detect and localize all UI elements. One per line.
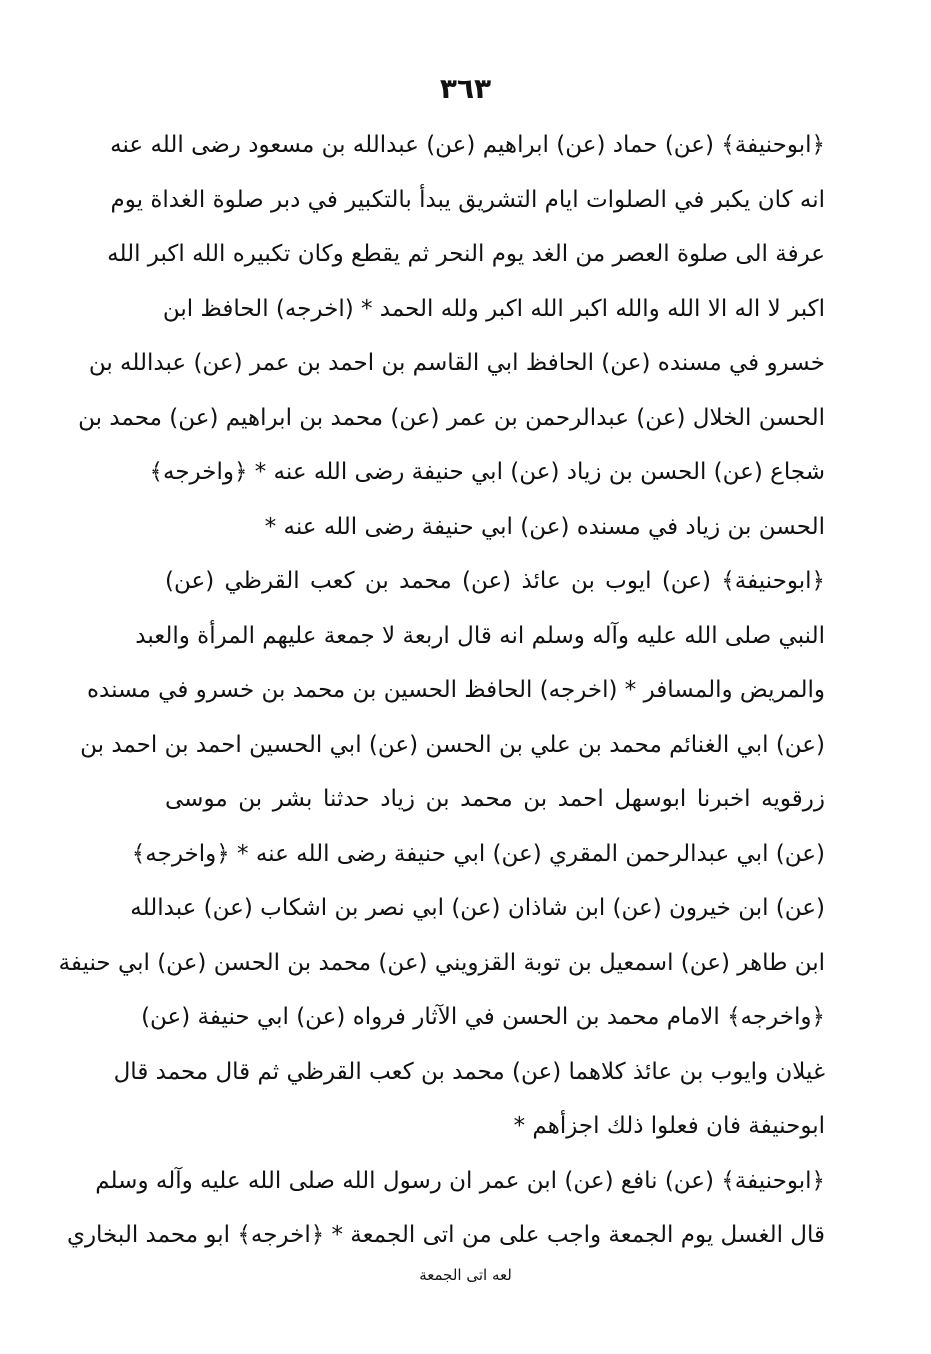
text-line: (عن) ابن خيرون (عن) ابن شاذان (عن) ابي نصر بن اشكاب (عن) عبدالله bbox=[130, 895, 825, 921]
text-line: ﴿ابوحنيفة﴾ (عن) نافع (عن) ابن عمر ان رسول الله صلى الله عليه وآله وسلم bbox=[95, 1167, 825, 1194]
text-line: الحسن الخلال (عن) عبدالرحمن بن عمر (عن) محمد بن ابراهيم (عن) محمد بن bbox=[78, 404, 825, 431]
text-line: ابن طاهر (عن) اسمعيل بن توبة القزويني (عن) محمد بن الحسن (عن) ابي حنيفة bbox=[58, 949, 825, 976]
text-line: خسرو في مسنده (عن) الحافظ ابي القاسم بن احمد بن عمر (عن) عبدالله بن bbox=[88, 350, 825, 376]
text-line: ﴿واخرجه﴾ الامام محمد بن الحسن في الآثار فرواه (عن) ابي حنيفة (عن) bbox=[141, 1004, 825, 1030]
text-line: انه كان يكبر في الصلوات ايام التشريق يبدأ بالتكبير في دبر صلوة الغداة يوم bbox=[110, 186, 825, 213]
text-line: زرقويه اخبرنا ابوسهل احمد بن محمد بن زياد حدثنا بشر بن موسى bbox=[165, 786, 825, 812]
text-line: والمريض والمسافر * (اخرجه) الحافظ الحسين بن محمد بن خسرو في مسنده bbox=[86, 677, 825, 703]
text-line: (عن) ابي عبدالرحمن المقري (عن) ابي حنيفة رضى الله عنه * ﴿واخرجه﴾ bbox=[131, 840, 825, 867]
text-line: النبي صلى الله عليه وآله وسلم انه قال اربعة لا جمعة عليهم المرأة والعبد bbox=[135, 622, 825, 649]
text-line: شجاع (عن) الحسن بن زياد (عن) ابي حنيفة رضى الله عنه * ﴿واخرجه﴾ bbox=[149, 459, 825, 485]
text-line: اكبر لا اله الا الله والله اكبر الله اكبر ولله الحمد * (اخرجه) الحافظ ابن bbox=[162, 295, 825, 322]
text-line: غيلان وايوب بن عائذ كلاهما (عن) محمد بن كعب القرظي ثم قال محمد قال bbox=[113, 1058, 825, 1085]
text-line: ﴿ابوحنيفة﴾ (عن) ايوب بن عائذ (عن) محمد بن كعب القرظي (عن) bbox=[165, 568, 825, 594]
body-text bbox=[58, 118, 825, 1263]
text-line: عرفة الى صلوة العصر من الغد يوم النحر ثم يقطع وكان تكبيره الله اكبر الله bbox=[107, 241, 825, 267]
footer-note: لعه اتى الجمعة bbox=[419, 1266, 512, 1284]
text-line: قال الغسل يوم الجمعة واجب على من اتى الجمعة * ﴿اخرجه﴾ ابو محمد البخاري bbox=[66, 1222, 825, 1248]
text-line: ابوحنيفة فان فعلوا ذلك اجزأهم * bbox=[513, 1113, 825, 1139]
text-line: ﴿ابوحنيفة﴾ (عن) حماد (عن) ابراهيم (عن) عبدالله بن مسعود رضى الله عنه bbox=[110, 132, 825, 158]
text-line: الحسن بن زياد في مسنده (عن) ابي حنيفة رضى الله عنه * bbox=[264, 513, 825, 540]
page-number: ٣٦٣ bbox=[439, 72, 492, 105]
text-line: (عن) ابي الغنائم محمد بن علي بن الحسن (عن) ابي الحسين احمد بن احمد بن bbox=[80, 731, 825, 758]
